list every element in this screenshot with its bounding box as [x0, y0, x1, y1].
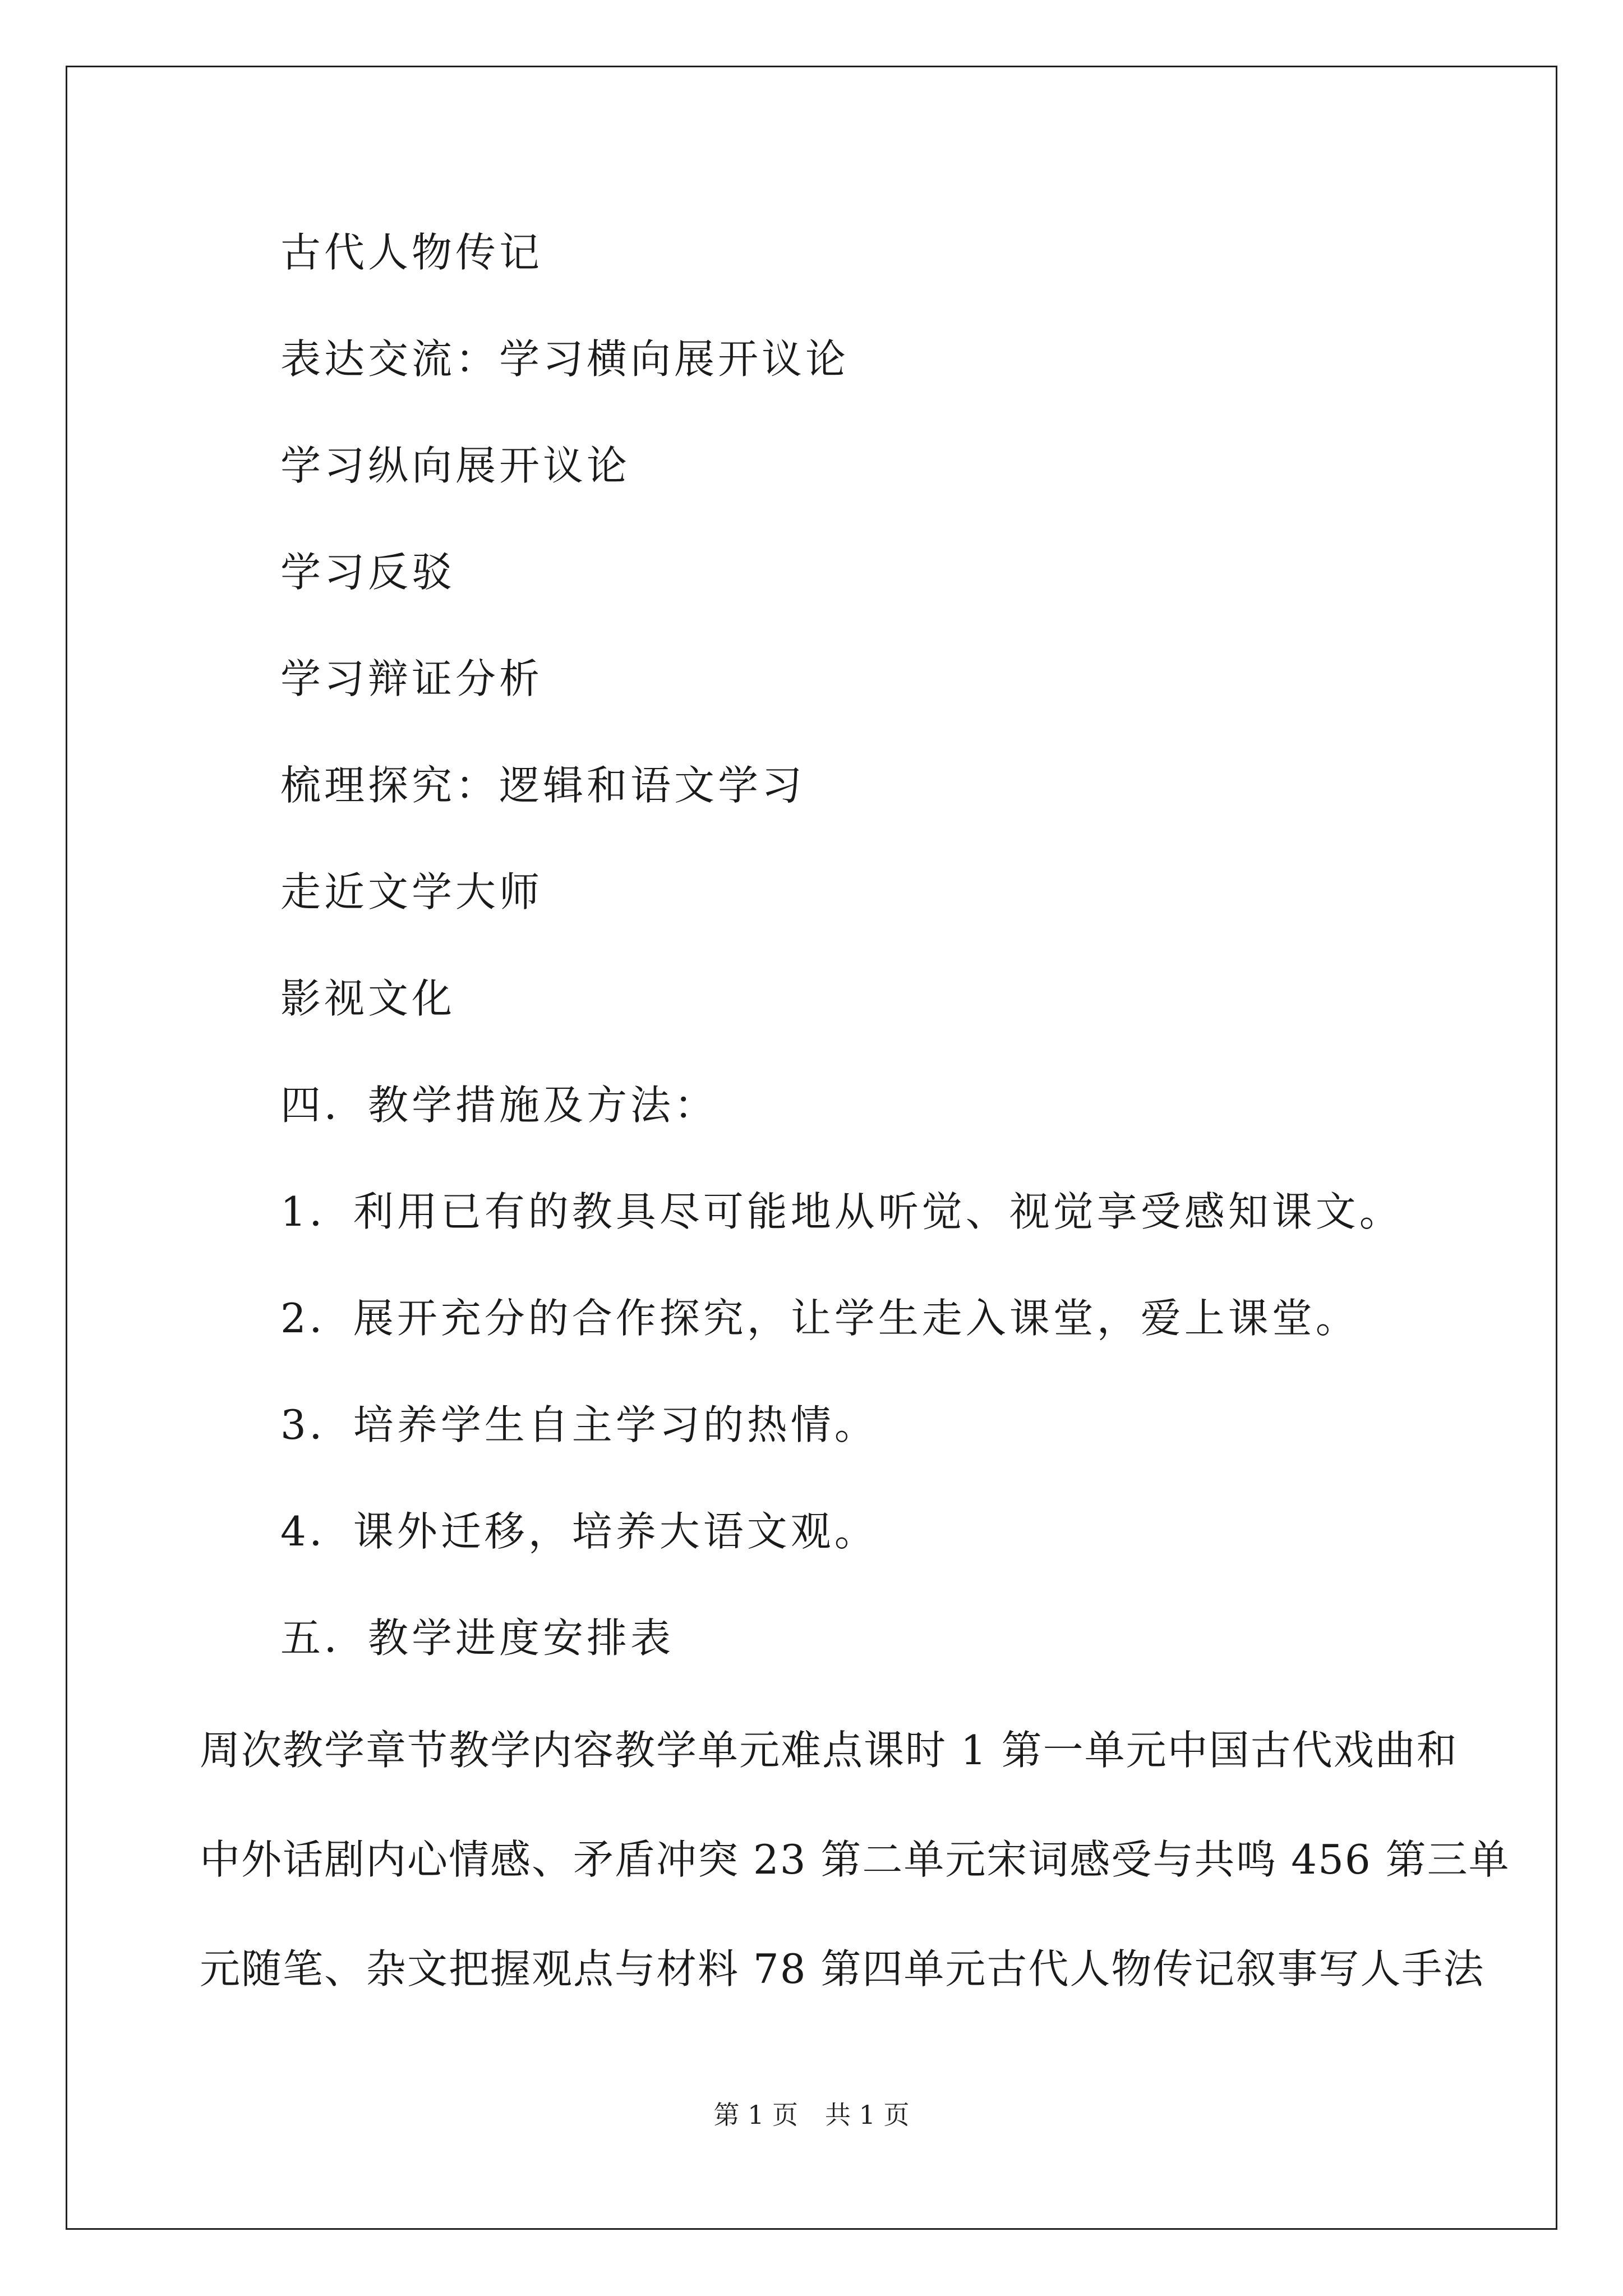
text-line: 学习反驳 — [280, 549, 456, 596]
text-line: 影视文化 — [280, 975, 456, 1022]
list-item: 4．课外迁移，培养大语文观。 — [280, 1508, 878, 1555]
section-heading: 四．教学措施及方法： — [280, 1082, 718, 1129]
list-item: 2．展开充分的合作探究，让学生走入课堂，爱上课堂。 — [280, 1295, 1359, 1342]
text-line: 学习辩证分析 — [280, 655, 543, 702]
page-footer — [0, 2098, 1623, 2132]
page-border — [66, 66, 1557, 2230]
schedule-text-line: 中外话剧内心情感、矛盾冲突 23 第二单元宋词感受与共鸣 456 第三单 — [200, 1836, 1510, 1883]
schedule-text-line: 元随笔、杂文把握观点与材料 78 第四单元古代人物传记叙事写人手法 — [200, 1945, 1485, 1993]
text-line: 表达交流：学习横向展开议论 — [280, 335, 850, 383]
list-item: 1．利用已有的教具尽可能地从听觉、视觉享受感知课文。 — [280, 1188, 1403, 1235]
page-number: 第 1 页 — [713, 2100, 798, 2130]
section-heading: 五．教学进度安排表 — [280, 1614, 675, 1662]
list-item: 3．培养学生自主学习的热情。 — [280, 1401, 878, 1448]
schedule-text-line: 周次教学章节教学内容教学单元难点课时 1 第一单元中国古代戏曲和 — [200, 1727, 1458, 1774]
text-line: 走近文学大师 — [280, 868, 543, 915]
text-line: 学习纵向展开议论 — [280, 442, 631, 489]
page-total: 共 1 页 — [825, 2100, 910, 2130]
text-line: 梳理探究：逻辑和语文学习 — [280, 762, 806, 809]
text-line: 古代人物传记 — [280, 229, 543, 276]
